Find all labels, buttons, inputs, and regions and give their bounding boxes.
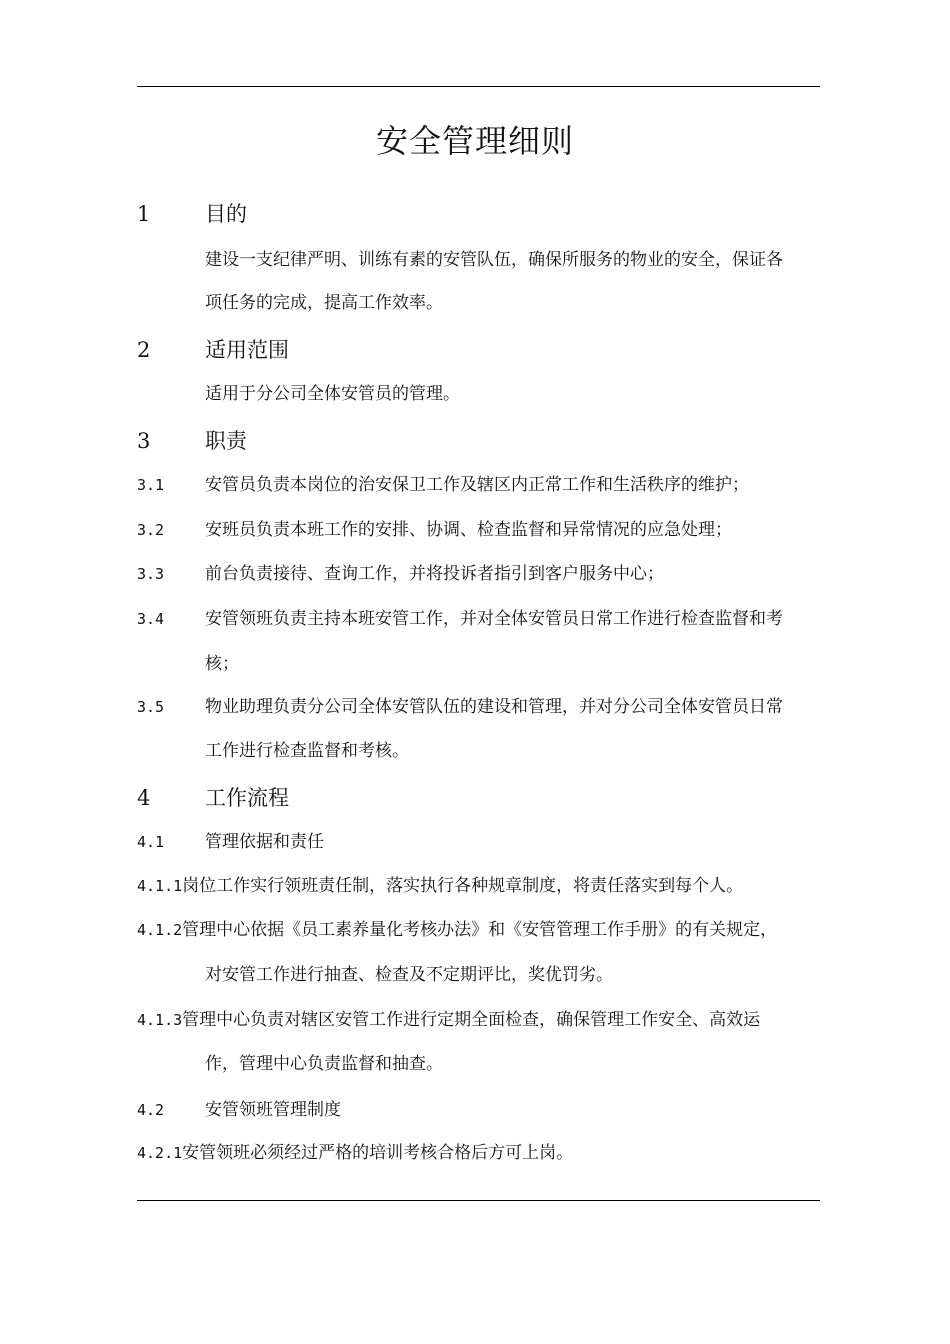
paragraph-line: 项任务的完成，提高工作效率。: [205, 293, 443, 313]
section-title: 工作流程: [205, 786, 289, 810]
section-number: 3: [137, 429, 151, 453]
section-heading-4: [137, 782, 289, 812]
item-text: 岗位工作实行领班责任制，落实执行各种规章制度，将责任落实到每个人。: [182, 876, 744, 896]
item-text: 物业助理负责分公司全体安管队伍的建设和管理，并对分公司全体安管员日常: [205, 697, 783, 717]
item-number: 3.2: [137, 521, 165, 539]
subsection-heading: [137, 827, 324, 852]
list-item: [137, 915, 777, 940]
item-number: 3.5: [137, 698, 165, 716]
list-item: [137, 470, 749, 495]
list-item: [137, 559, 664, 584]
list-item: [137, 692, 783, 717]
item-text: 管理中心依据《员工素养量化考核办法》和《安管管理工作手册》的有关规定，: [182, 920, 778, 940]
item-text: 安管领班必须经过严格的培训考核合格后方可上岗。: [182, 1143, 574, 1163]
item-text: 安管领班负责主持本班安管工作，并对全体安管员日常工作进行检查监督和考: [205, 609, 783, 629]
item-text-continued: 工作进行检查监督和考核。: [205, 741, 409, 761]
item-text: 安班员负责本班工作的安排、协调、检查监督和异常情况的应急处理；: [205, 520, 732, 540]
footer-rule: [137, 1200, 820, 1201]
list-item: [137, 871, 743, 896]
item-number: 3.3: [137, 565, 165, 583]
section-number: 2: [137, 338, 151, 362]
section-title: 目的: [205, 202, 247, 226]
item-number: 4.2.1: [137, 1144, 183, 1162]
item-text: 安管员负责本岗位的治安保卫工作及辖区内正常工作和生活秩序的维护；: [205, 475, 749, 495]
item-number: 3.4: [137, 610, 165, 628]
item-number: 4.1: [137, 833, 165, 851]
section-heading-1: [137, 198, 247, 228]
section-title: 适用范围: [205, 338, 289, 362]
header-rule: [137, 86, 820, 87]
item-text: 安管领班管理制度: [205, 1100, 341, 1120]
item-number: 4.2: [137, 1101, 165, 1119]
section-heading-3: [137, 425, 247, 455]
section-number: 4: [137, 786, 151, 810]
list-item: [137, 515, 732, 540]
item-number: 4.1.3: [137, 1011, 183, 1029]
item-text-continued: 作，管理中心负责监督和抽查。: [205, 1054, 443, 1074]
list-item: [137, 1005, 760, 1030]
list-item: [137, 1138, 573, 1163]
section-title: 职责: [205, 429, 247, 453]
section-number: 1: [137, 202, 151, 226]
paragraph-line: 适用于分公司全体安管员的管理。: [205, 384, 460, 404]
item-number: 4.1.1: [137, 877, 183, 895]
item-text-continued: 对安管工作进行抽查、检查及不定期评比，奖优罚劣。: [205, 965, 613, 985]
section-heading-2: [137, 334, 289, 364]
item-number: 3.1: [137, 476, 165, 494]
item-text-continued: 核；: [205, 654, 239, 674]
document-title: 安全管理细则: [375, 122, 574, 160]
item-number: 4.1.2: [137, 921, 183, 939]
item-text: 管理依据和责任: [205, 832, 324, 852]
list-item: [137, 604, 783, 629]
item-text: 管理中心负责对辖区安管工作进行定期全面检查，确保管理工作安全、高效运: [182, 1010, 761, 1030]
item-text: 前台负责接待、查询工作，并将投诉者指引到客户服务中心；: [205, 564, 664, 584]
subsection-heading: [137, 1095, 341, 1120]
paragraph-line: 建设一支纪律严明、训练有素的安管队伍，确保所服务的物业的安全，保证各: [205, 250, 783, 270]
